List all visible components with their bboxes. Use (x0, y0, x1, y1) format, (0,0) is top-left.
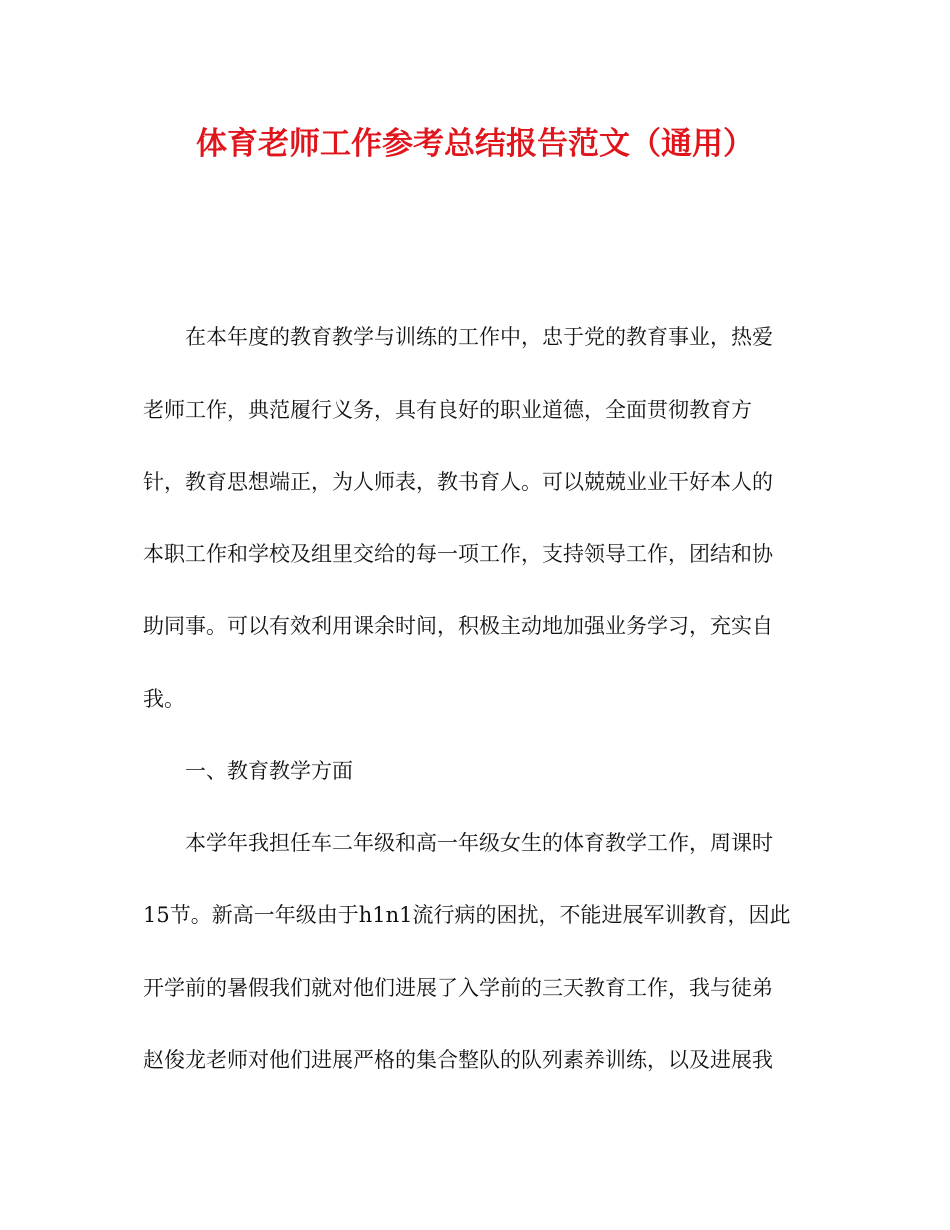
body-line: 在本年度的教育教学与训练的工作中，忠于党的教育事业，热爱 (143, 325, 773, 349)
section-heading: 一、教育教学方面 (143, 759, 353, 783)
body-line: 本职工作和学校及组里交给的每一项工作，支持领导工作，团结和协 (143, 542, 773, 566)
body-line: 助同事。可以有效利用课余时间，积极主动地加强业务学习，充实自 (143, 614, 773, 638)
document-title: 体育老师工作参考总结报告范文（通用） (196, 126, 754, 162)
body-line: 15节。新高一年级由于h1n1流行病的困扰，不能进展军训教育，因此 (143, 903, 791, 927)
body-line: 开学前的暑假我们就对他们进展了入学前的三天教育工作，我与徒弟 (143, 976, 773, 1000)
body-line: 老师工作，典范履行义务，具有良好的职业道德，全面贯彻教育方 (143, 398, 752, 422)
body-line: 本学年我担任车二年级和高一年级女生的体育教学工作，周课时 (143, 831, 773, 855)
body-line: 我。 (143, 687, 185, 711)
body-line: 针，教育思想端正，为人师表，教书育人。可以兢兢业业干好本人的 (143, 470, 773, 494)
body-line: 赵俊龙老师对他们进展严格的集合整队的队列素养训练，以及进展我 (143, 1048, 773, 1072)
